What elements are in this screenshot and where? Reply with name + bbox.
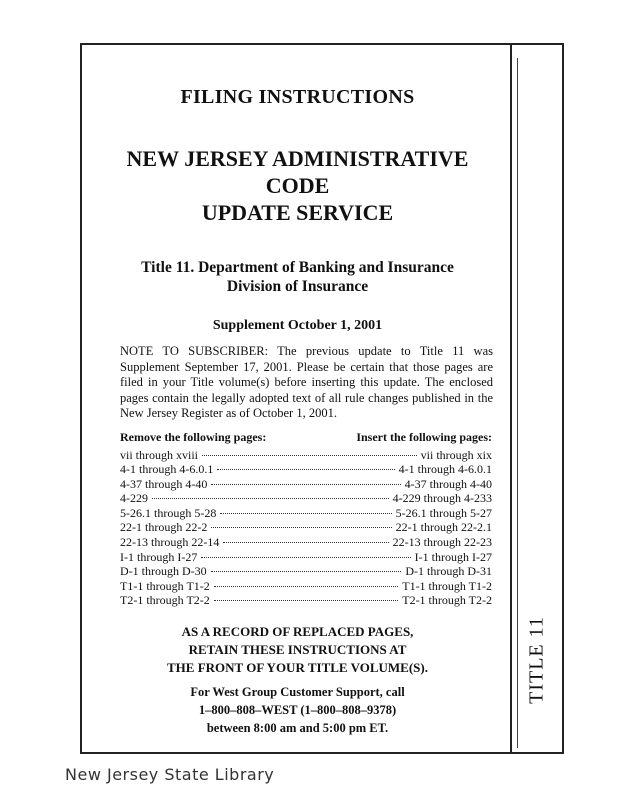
tab-divider-line [517, 58, 518, 748]
remove-column-header: Remove the following pages: [120, 429, 267, 444]
remove-pages: 5-26.1 through 5-28 [120, 505, 217, 520]
title-line2: Division of Insurance [226, 278, 369, 295]
support-line1: For West Group Customer Support, call [190, 685, 405, 699]
table-rows [120, 448, 492, 609]
insert-pages: 4-37 through 4-40 [404, 476, 492, 491]
remove-pages: 4-1 through 4-6.0.1 [120, 462, 214, 477]
table-row [120, 535, 492, 550]
dot-leader [220, 513, 391, 514]
insert-pages: 22-1 through 22-2.1 [395, 520, 492, 535]
remove-pages: T2-1 through T2-2 [120, 593, 210, 608]
table-row [120, 448, 492, 463]
dot-leader [214, 586, 398, 587]
document-body [100, 80, 495, 608]
remove-pages: 4-229 [120, 491, 148, 506]
remove-pages: vii through xviii [120, 447, 198, 462]
insert-pages: T2-1 through T2-2 [402, 593, 492, 608]
support-hours: between 8:00 am and 5:00 pm ET. [206, 721, 389, 735]
table-row [120, 593, 492, 608]
customer-support [100, 683, 495, 737]
record-line1: AS A RECORD OF REPLACED PAGES, [181, 624, 414, 639]
dot-leader [214, 600, 398, 601]
table-row [120, 462, 492, 477]
dot-leader [211, 571, 402, 572]
code-heading [100, 145, 495, 226]
remove-pages: D-1 through D-30 [120, 564, 207, 579]
insert-pages: 5-26.1 through 5-27 [395, 505, 492, 520]
title-line1: Title 11. Department of Banking and Insurance [141, 259, 454, 276]
dot-leader [152, 498, 389, 499]
remove-pages: 22-13 through 22-14 [120, 535, 220, 550]
insert-pages: T1-1 through T1-2 [402, 578, 492, 593]
record-line2: RETAIN THESE INSTRUCTIONS AT [188, 642, 407, 657]
table-header [120, 430, 492, 445]
table-row [120, 550, 492, 565]
code-heading-line2: UPDATE SERVICE [201, 200, 394, 225]
library-stamp: New Jersey State Library [65, 765, 275, 784]
supplement-date: Supplement October 1, 2001 [212, 318, 383, 333]
insert-pages: D-1 through D-31 [405, 564, 492, 579]
table-row [120, 506, 492, 521]
page-title: FILING INSTRUCTIONS [180, 86, 415, 108]
remove-pages: I-1 through I-27 [120, 549, 198, 564]
insert-column-header: Insert the following pages: [356, 429, 492, 444]
table-row [120, 520, 492, 535]
page-replacement-table [100, 430, 495, 609]
record-line3: THE FRONT OF YOUR TITLE VOLUME(S). [167, 660, 428, 675]
table-row [120, 477, 492, 492]
dot-leader [201, 557, 410, 558]
remove-pages: T1-1 through T1-2 [120, 578, 210, 593]
subscriber-note: NOTE TO SUBSCRIBER: The previous update to Title 11 was Supplement September 17, 2001. Please be certain that those pages are filed in your Title volume(s) before inserting this update. The enclosed pages contain the legally adopted text of all rule changes published in the New Jersey Register as of October 1, 2001. [120, 344, 493, 420]
dot-leader [217, 469, 394, 470]
record-notice [100, 623, 495, 677]
insert-pages: 22-13 through 22-23 [392, 535, 492, 550]
dot-leader [202, 455, 417, 456]
remove-pages: 22-1 through 22-2 [120, 520, 208, 535]
dot-leader [211, 484, 400, 485]
dot-leader [223, 542, 388, 543]
table-row [120, 564, 492, 579]
title-tab-label: TITLE 11 [525, 616, 548, 704]
title-block [100, 258, 495, 296]
insert-pages: 4-1 through 4-6.0.1 [398, 462, 492, 477]
dot-leader [211, 527, 391, 528]
insert-pages: I-1 through I-27 [414, 549, 492, 564]
remove-pages: 4-37 through 4-40 [120, 476, 208, 491]
code-heading-line1: NEW JERSEY ADMINISTRATIVE CODE [126, 146, 469, 198]
table-row [120, 491, 492, 506]
support-phone: 1–800–808–WEST (1–800–808–9378) [198, 703, 397, 717]
insert-pages: vii through xix [420, 447, 492, 462]
insert-pages: 4-229 through 4-233 [392, 491, 492, 506]
table-row [120, 579, 492, 594]
